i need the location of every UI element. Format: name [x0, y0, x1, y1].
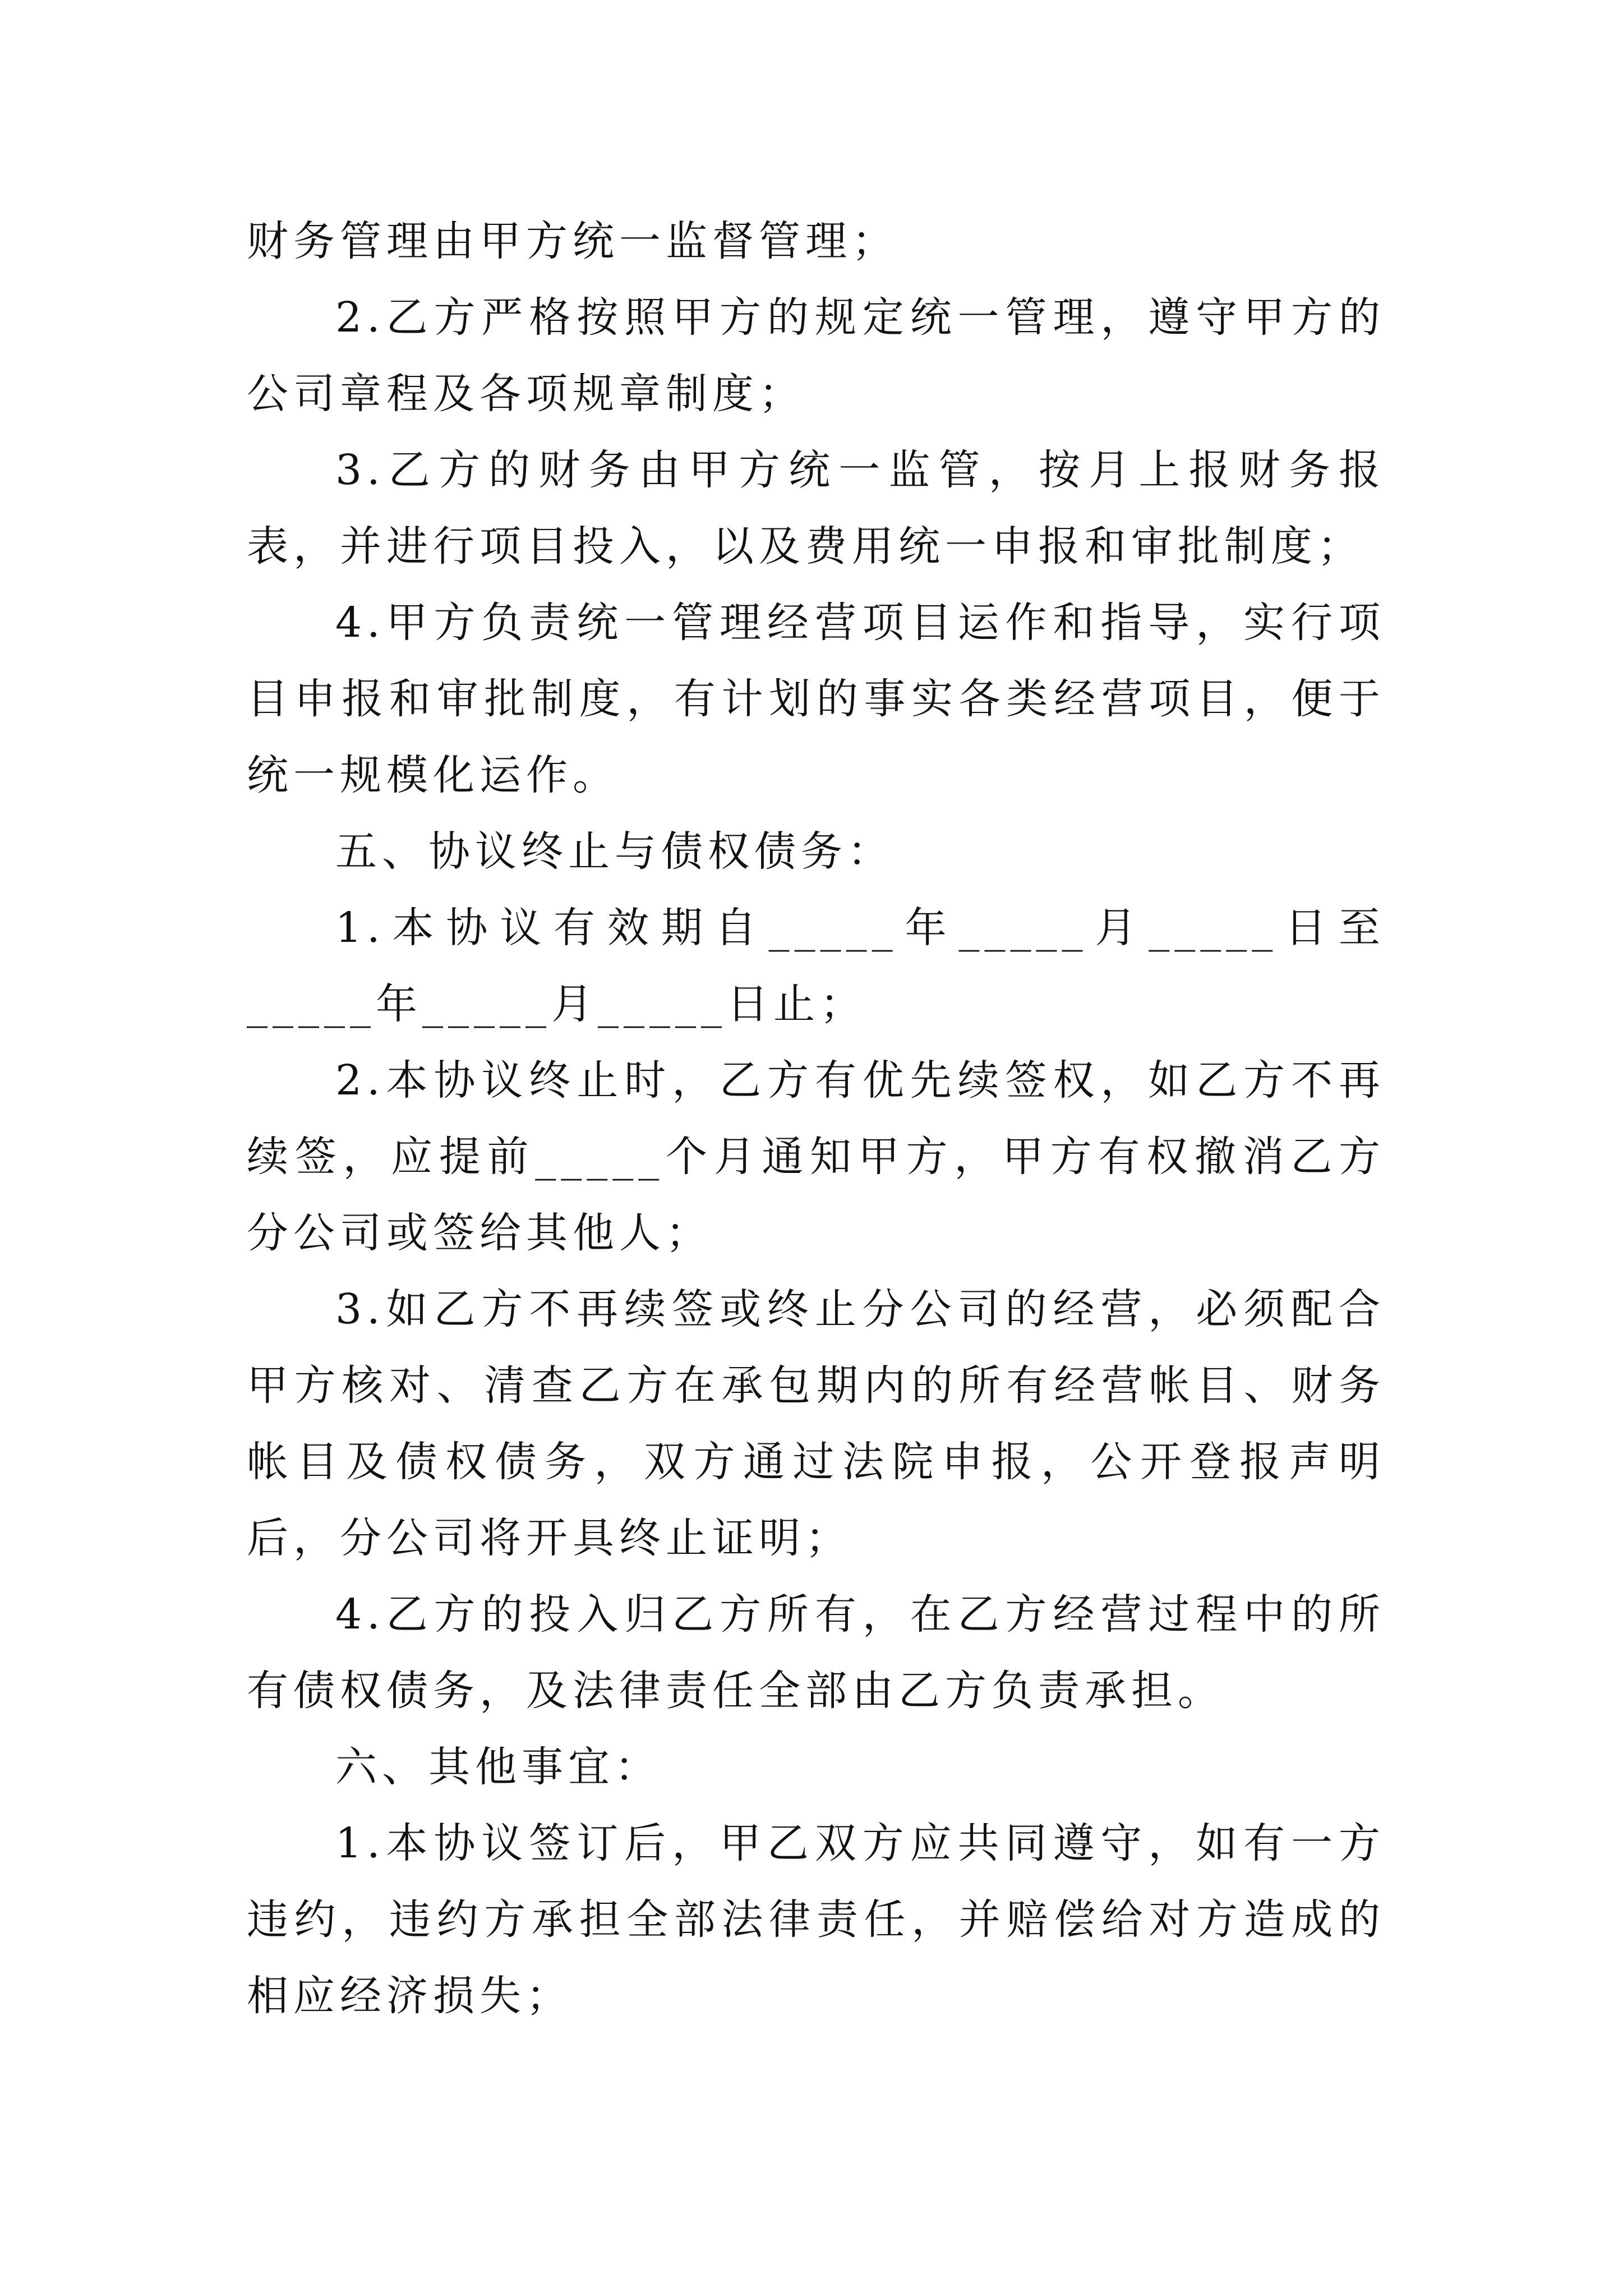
paragraph-clause-6-1: 1.本协议签订后，甲乙双方应共同遵守，如有一方违约，违约方承担全部法律责任，并赔偿给对方造成的相应经济损失；: [247, 1819, 1385, 2020]
paragraph-financial-management-cont: 财务管理由甲方统一监督管理；: [247, 217, 898, 265]
paragraph-clause-5-3: 3.如乙方不再续签或终止分公司的经营，必须配合甲方核对、清查乙方在承包期内的所有经营帐目、财务帐目及债权债务，双方通过法院申报，公开登报声明后，分公司将开具终止证明；: [247, 1285, 1385, 1562]
paragraph-clause-4-2: 2.乙方严格按照甲方的规定统一管理，遵守甲方的公司章程及各项规章制度；: [247, 293, 1385, 418]
paragraph-clause-5-1: 1.本协议有效期自_____年_____月_____日至_____年_____月_____日止；: [247, 904, 1385, 1028]
paragraph-clause-4-4: 4.甲方负责统一管理经营项目运作和指导，实行项目申报和审批制度，有计划的事实各类经营项目，便于统一规模化运作。: [247, 599, 1385, 799]
paragraph-clause-4-3: 3.乙方的财务由甲方统一监管，按月上报财务报表，并进行项目投入，以及费用统一申报和审批制度；: [247, 446, 1385, 570]
paragraph-clause-5-4: 4.乙方的投入归乙方所有，在乙方经营过程中的所有债权债务，及法律责任全部由乙方负责承担。: [247, 1590, 1385, 1715]
paragraph-clause-5-2: 2.本协议终止时，乙方有优先续签权，如乙方不再续签，应提前_____个月通知甲方，甲方有权撤消乙方分公司或签给其他人；: [247, 1056, 1385, 1257]
document-body: [247, 203, 1385, 2034]
section-heading-other-matters: 六、其他事宜：: [335, 1743, 661, 1791]
section-heading-termination: 五、协议终止与债权债务：: [335, 827, 894, 876]
